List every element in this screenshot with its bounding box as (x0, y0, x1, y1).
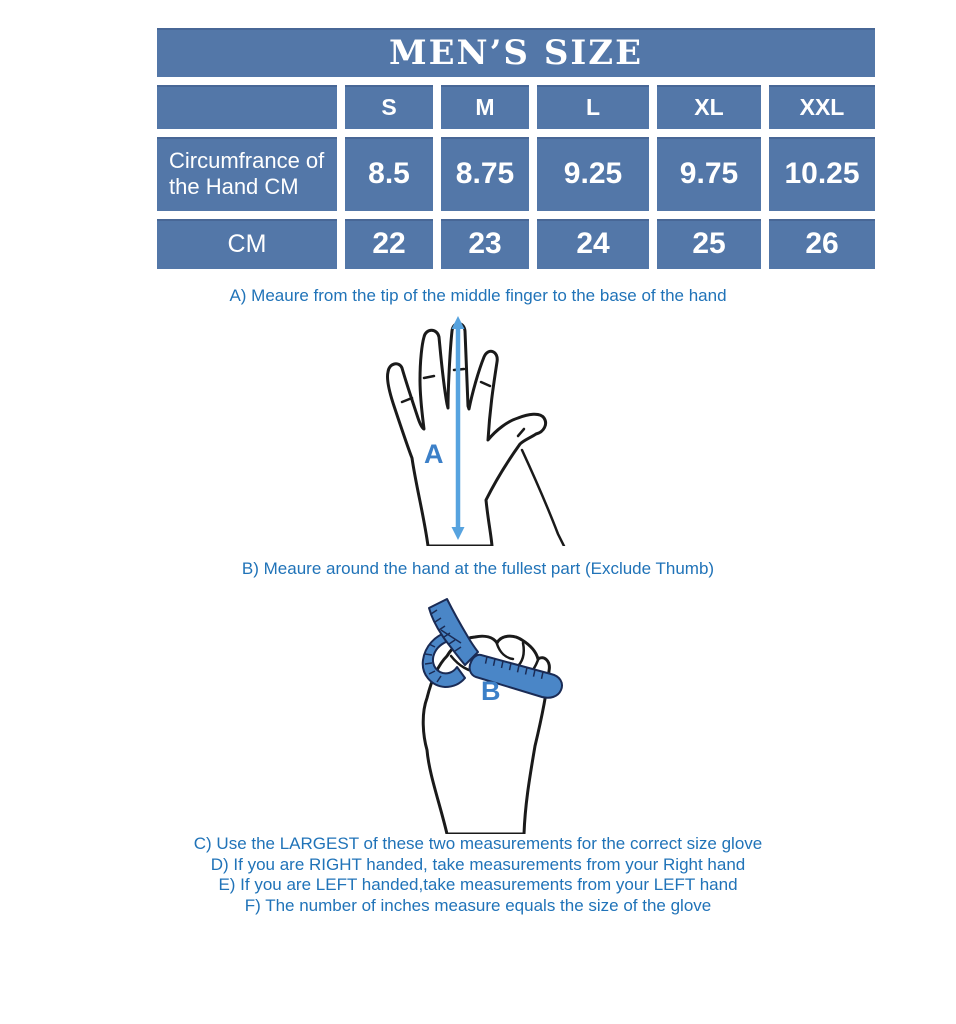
size-header-xxl: XXL (769, 85, 875, 129)
instruction-f: F) The number of inches measure equals the size of the glove (244, 895, 712, 915)
open-hand-illustration (368, 310, 590, 546)
row-label-circumference: Circumfrance of the Hand CM (157, 137, 337, 211)
cm-value-m: 23 (441, 219, 529, 269)
size-chart-table (157, 28, 875, 269)
instructions-c-to-f (0, 834, 956, 916)
instruction-c: C) Use the LARGEST of these two measurements for the correct size glove (193, 834, 763, 853)
instruction-b: B) Meaure around the hand at the fullest part (Exclude Thumb) (241, 559, 715, 578)
cm-value-s: 22 (345, 219, 433, 269)
cm-value-l: 24 (537, 219, 649, 269)
table-title: MEN’S SIZE (157, 28, 875, 77)
cm-value-xl: 25 (657, 219, 761, 269)
circumference-value-l: 9.25 (537, 137, 649, 211)
label-b: B (481, 676, 501, 706)
circumference-value-xxl: 10.25 (769, 137, 875, 211)
row-label-cm: CM (157, 219, 337, 269)
size-header-l: L (537, 85, 649, 129)
instruction-d: D) If you are RIGHT handed, take measurements from your Right hand (210, 854, 746, 874)
corner-empty-cell (157, 85, 337, 129)
fist-illustration (385, 586, 605, 834)
label-a: A (424, 439, 444, 469)
size-header-m: M (441, 85, 529, 129)
cm-value-xxl: 26 (769, 219, 875, 269)
hand-outline-icon (387, 324, 545, 547)
size-header-s: S (345, 85, 433, 129)
circumference-value-xl: 9.75 (657, 137, 761, 211)
circumference-value-m: 8.75 (441, 137, 529, 211)
size-header-xl: XL (657, 85, 761, 129)
instruction-e: E) If you are LEFT handed,take measurements from your LEFT hand (218, 875, 738, 894)
instruction-a: A) Meaure from the tip of the middle finger to the base of the hand (229, 286, 727, 305)
circumference-value-s: 8.5 (345, 137, 433, 211)
